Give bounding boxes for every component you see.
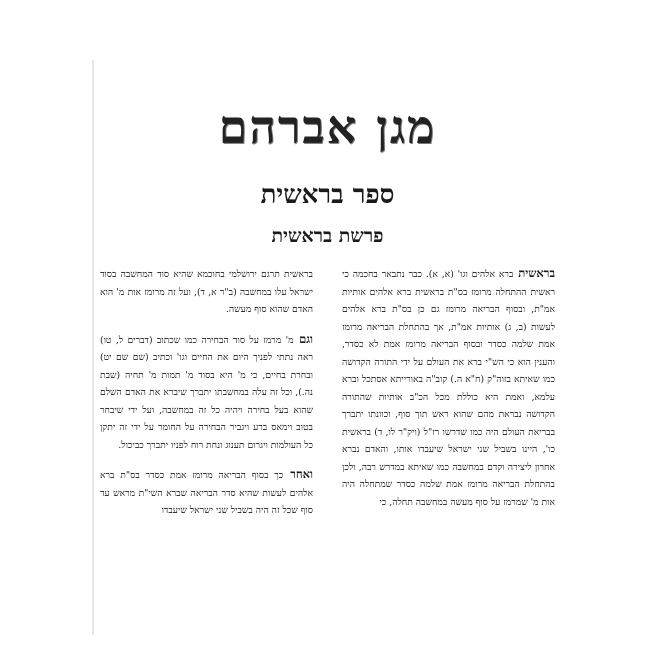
paragraph-text: בראשית תרגם ירושלמי בחוכמא שהיא סוד המחשבה בסוד ישראל עלו במחשבה (ב"ר א, ד), ועל זה מרומז אות מ' הוא האדם שהוא סוף מעשה. [100,269,313,315]
parsha-title: פרשת בראשית [271,225,384,247]
paragraph [100,466,313,520]
book-page [100,60,555,635]
paragraph-text: ברא אלהים וגו' (א, א). כבר נתבאר בחכמה כי ראשית ההתחלה מרומז בס"ת בראשית ברא אלהים אותיות אמ"ת, ובסוף הבריאה מרומז גם כן בס"ת ברא אלהים לעשות (ב, ג) אותיות אמ"ת, אך בהתחלת הבריאה מרומז אמת שלמה כסדר ובסוף הבריאה מרומז אמת לא כסדר, והענין הוא כי הש"י ברא את העולם על ידי התורה הקדושה כמו שאיתא בזוה"ק (ח"א ה.) קוב"ה באורייתא אסתכל וברא עלמא, ואמת היא כוללת מכל הכ"ב אותיות שהתורה הקדושה נבראת מהם שהוא ראש תוך סוף, וכוונתו יתברך בבריאת העולם היה כמו שדרשו רז"ל (ויק"ר לו, ד) בראשית כו', היינו בשביל שני ישראל שיעבדו אותו, והאדם נברא אחרון ליצירה וקדם במחשבה כמו שאיתא במדרש רבה, ולכן בהתחלת הבריאה מרומז אמת שלמה כסדר שמתחלה היה אות מ' שמרמז על סוף מעשה במחשבה תחלה, כי [342,269,555,508]
paragraph [100,331,313,455]
book-spine-shadow [92,60,94,635]
paragraph [342,265,555,511]
paragraph-text: מ' מרמז על סוד הבחירה כמו שכתוב (דברים ל, טו) ראה נתתי לפניך היום את החיים וגו' וכתיב (שם שם יט) ובחרת בחיים, כי מ' היא בסוד מ' תמות מ' תחיה (שבת נה.), וכל זה עלה במחשבתו יתברך שיברא את האדם השלם שהוא בעל בחירה ויהיה כל זה במחשבה, ועל ידי שיבחר בטוב וימאס ברע ויגביר הבחירה על החומר על ידי זה יתקן כל העולמות ויגרום תענוג ונחת רוח לפניו יתברך כביכול. [100,334,313,451]
main-title: מגן אברהם [218,100,437,154]
paragraph-lead-word: ואחר [283,467,313,481]
paragraph-lead-word: וגם [293,331,313,346]
right-text-column [342,265,555,523]
paragraph-text: כך בסוף הבריאה מרומז אמת כסדר בס"ת ברא אלהים לעשות שהיא סדר הבריאה שברא השי"ת מראש עד סוף שכל זה היה בשביל שני ישראל שיעבדו [100,470,313,516]
left-text-column [100,265,313,532]
paragraph-lead-word: בראשית [513,266,555,280]
paragraph [100,265,313,319]
book-title: ספר בראשית [260,180,395,210]
